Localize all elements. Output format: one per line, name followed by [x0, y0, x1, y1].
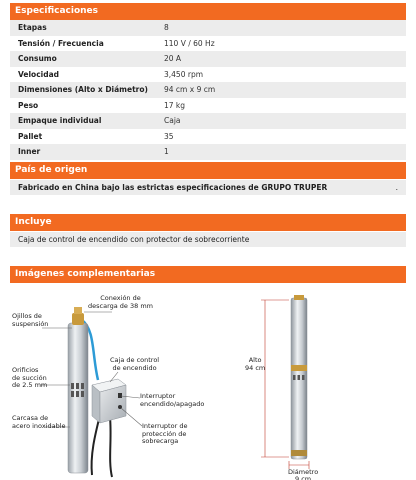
spec-label: Inner	[18, 147, 41, 157]
spec-row	[10, 113, 406, 129]
spec-row	[10, 67, 406, 83]
spec-label: Empaque individual	[18, 116, 102, 126]
annotation-carcasa	[12, 415, 66, 430]
origin-trailing: .	[395, 183, 398, 192]
annotation-diametro-line2: 9 cm	[295, 475, 312, 480]
includes-text: Caja de control de encendido con protector de sobrecorriente	[18, 235, 250, 244]
annotation-protector-line2: protección de	[142, 429, 187, 438]
origin-row	[10, 180, 406, 195]
spec-value: 1	[164, 147, 169, 157]
annotation-carcasa-line1: Carcasa de	[12, 414, 49, 422]
spec-value: 94 cm x 9 cm	[164, 85, 216, 95]
annotation-protector-line3: sobrecarga	[142, 437, 179, 445]
spec-row	[10, 36, 406, 52]
spec-row	[10, 82, 406, 98]
annotation-alto-line1: Alto	[248, 356, 262, 364]
specs-table	[10, 20, 406, 160]
annotation-ojillos-line2: suspensión	[12, 319, 49, 328]
spec-row	[10, 144, 406, 160]
annotation-protector	[142, 423, 187, 446]
spec-row	[10, 98, 406, 114]
annotation-interruptor-line1: Interruptor	[140, 392, 176, 400]
spec-label: Consumo	[18, 54, 57, 64]
annotation-protector-line1: Interruptor de	[142, 422, 188, 430]
annotation-descarga	[88, 295, 153, 310]
annotation-caja-line2: de encendido	[112, 363, 157, 372]
annotation-ojillos-line1: Ojillos de	[12, 312, 42, 320]
annotation-interruptor-line2: encendido/apagado	[140, 399, 205, 408]
annotation-diametro-line1: Diámetro	[288, 468, 319, 476]
spec-value: Caja	[164, 116, 181, 126]
spec-value: 3,450 rpm	[164, 69, 204, 79]
annotation-orificios-line3: de 2.5 mm	[12, 381, 48, 389]
pump-dimensions-image	[245, 285, 365, 480]
spec-label: Pallet	[18, 131, 43, 141]
spec-row	[10, 51, 406, 67]
spec-value: 8	[164, 23, 169, 33]
annotation-interruptor	[140, 393, 204, 408]
spec-label: Peso	[18, 100, 39, 110]
annotation-carcasa-line2: acero inoxidable	[12, 421, 66, 430]
spec-row	[10, 20, 406, 36]
spec-label: Tensión / Frecuencia	[18, 38, 104, 48]
spec-value: 17 kg	[164, 100, 186, 110]
annotation-caja-line1: Caja de control	[110, 356, 160, 364]
specs-header: Especificaciones	[10, 3, 406, 20]
spec-label: Dimensiones (Alto x Diámetro)	[18, 85, 148, 95]
annotation-orificios-line2: de succión	[12, 373, 47, 382]
annotation-descarga-line1: Conexión de	[100, 294, 141, 302]
annotation-descarga-line2: descarga de 38 mm	[88, 301, 153, 310]
spec-value: 110 V / 60 Hz	[164, 38, 215, 48]
annotation-alto	[245, 357, 265, 372]
origin-header: País de origen	[10, 162, 406, 179]
spec-value: 20 A	[164, 54, 182, 64]
includes-header: Incluye	[10, 214, 406, 231]
spec-value: 35	[164, 131, 174, 141]
spec-label: Velocidad	[18, 69, 60, 79]
origin-text: Fabricado en China bajo las estrictas especificaciones de GRUPO TRUPER	[18, 183, 328, 192]
annotation-caja	[110, 357, 159, 372]
annotation-alto-line2: 94 cm	[245, 363, 266, 372]
annotation-orificios-line1: Orificios	[12, 366, 39, 374]
annotation-diametro	[288, 469, 318, 480]
annotation-ojillos	[12, 313, 48, 328]
spec-row	[10, 129, 406, 145]
images-header: Imágenes complementarias	[10, 266, 406, 283]
annotation-orificios	[12, 367, 47, 390]
includes-row	[10, 232, 406, 247]
spec-label: Etapas	[18, 23, 47, 33]
images-area	[0, 285, 416, 480]
